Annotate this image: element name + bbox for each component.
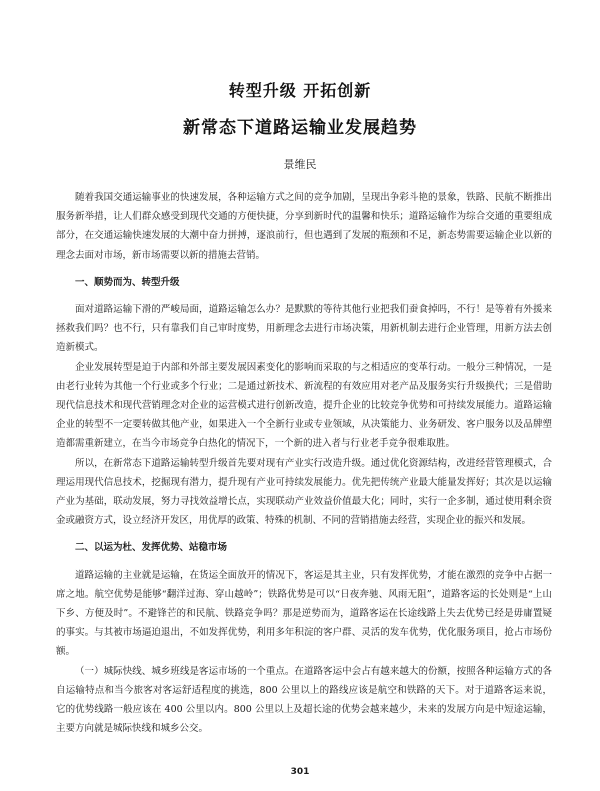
article-body [56, 188, 552, 738]
section1-heading: 一、顺势而为、转型升级 [75, 276, 180, 288]
section2-paragraph-2: （一）城际快线、城乡班线是客运市场的一个重点。在道路客运中会占有越来越大的份额，按照各种运输方式的各自运输特点和当今旅客对客运舒适程度的挑选，800 公里以上的路线应该是航空和铁路的天下。对于道路客运来说，它的优势线路一般应该在 400 公里以内。800 公里以上及超长途的优势会越来越少，未来的发展方向是中短途运输，主要方向就是城际快线和城乡公交。 [56, 665, 552, 735]
article-title-line1: 转型升级 开拓创新 [228, 81, 372, 100]
intro-paragraph: 随着我国交通运输事业的快速发展，各种运输方式之间的竞争加剧，呈现出争彩斗艳的景象，铁路、民航不断推出服务新举措，让人们群众感受到现代交通的方便快捷，分享到新时代的温馨和快乐；道路运输作为综合交通的重要组成部分，在交通运输快速发展的大潮中奋力拼搏，逐浪前行，但也遇到了发展的瓶颈和不足，新态势需要运输企业以新的理念去面对市场，新市场需要以新的措施去营销。 [56, 192, 552, 261]
section2-heading: 二、以运为杜、发挥优势、站稳市场 [75, 542, 228, 554]
section1-paragraph-3: 所以，在新常态下道路运输转型升级首先要对现有产业实行改造升级。通过优化资源结构，改进经营管理模式，合理运用现代信息技术，挖掘现有潜力，提升现有产业可持续发展能力。优先把传统产业最大能量发挥好；其次是以运输产业为基础，联动发展，努力寻找效益增长点，实现联动产业效益价值最大化；同时，实行一企多制，通过使用剩余资金或融资方式，设立经济开发区，用优厚的政策、特殊的机制、不同的营销措施去经营，实现企业的振兴和发展。 [56, 457, 552, 527]
page-number: 301 [290, 767, 310, 777]
section1-paragraph-2: 企业发展转型是迫于内部和外部主要发展因素变化的影响而采取的与之相适应的变革行动。一般分三种情况，一是由老行业转为其他一个行业或多个行业；二是通过新技术、新流程的有效应用对老产品及服务实行升级换代；三是借助现代信息技术和现代营销理念对企业的运营模式进行创新改造，提升企业的比较竞争优势和可持续发展能力。道路运输企业的转型不一定要转做其他产业，如果进入一个全新行业或专业领域，从决策能力、业务研发、客户服务以及品牌塑造都需重新建立，在当今市场竞争白热化的情况下，一个新的进入者与行业老手竞争很难取胜。 [56, 361, 552, 450]
section2-paragraph-1: 道路运输的主业就是运输，在货运全面放开的情况下，客运是其主业，只有发挥优势，才能在激烈的竞争中占据一席之地。航空优势是能够“翻洋过海、穿山越岭”；铁路优势是可以“日夜奔驰、风雨无阻”，道路客运的长处则是“上山下乡、方便及时”。不避锋芒的和民航、铁路竞争吗？那是逆势而为，道路客运在长途线路上失去优势已经是毋庸置疑的事实。与其被市场逼迫退出，不如发挥优势，利用多年积淀的客户群、灵活的发车优势，优化服务项目，抢占市场份额。 [56, 569, 552, 658]
section1-paragraph-1: 面对道路运输下滑的严峻局面，道路运输怎么办？是默默的等待其他行业把我们蚕食掉吗，不行！是等着有外援来拯救我们吗？也不行，只有靠我们自己审时度势，用新理念去进行市场决策，用新机制去进行企业管理，用新方法去创造新模式。 [56, 304, 552, 354]
author-name: 景维民 [283, 158, 317, 171]
article-title-line2: 新常态下道路运输业发展趋势 [183, 118, 417, 138]
